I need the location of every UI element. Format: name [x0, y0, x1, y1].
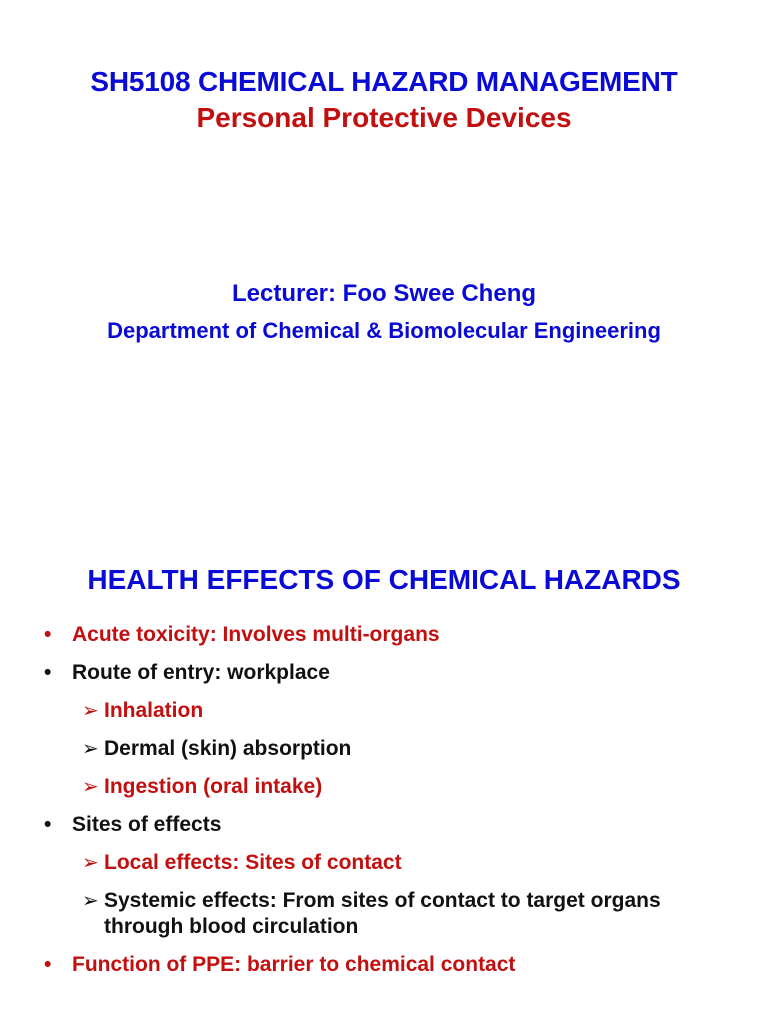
sub-list-item-text: Systemic effects: From sites of contact to target organs through blood circulation	[104, 889, 661, 938]
bullet-marker: •	[44, 623, 52, 646]
list-item-text: Route of entry: workplace	[72, 661, 330, 684]
arrow-marker-icon: ➢	[82, 776, 99, 798]
sub-list-item-text: Dermal (skin) absorption	[104, 737, 352, 760]
sub-list-item	[0, 736, 768, 762]
sub-list-item	[0, 774, 768, 800]
list-item	[0, 660, 768, 686]
list-item	[0, 952, 768, 978]
sub-list-item	[0, 698, 768, 724]
title-block	[0, 64, 768, 136]
department-name: Department of Chemical & Biomolecular Engineering	[107, 318, 661, 343]
sub-list-item	[0, 888, 768, 940]
bullet-marker: •	[44, 813, 52, 836]
arrow-marker-icon: ➢	[82, 852, 99, 874]
list-item-text: Acute toxicity: Involves multi-organs	[72, 623, 440, 646]
sub-list-item-text: Local effects: Sites of contact	[104, 851, 402, 874]
arrow-marker-icon: ➢	[82, 890, 99, 912]
sub-list-item-text: Inhalation	[104, 699, 204, 722]
lecturer-block	[0, 278, 768, 346]
slide-subtitle: Personal Protective Devices	[196, 102, 572, 133]
list-item-text: Sites of effects	[72, 813, 222, 836]
list-item-text: Function of PPE: barrier to chemical contact	[72, 953, 516, 976]
bullet-list	[0, 622, 768, 990]
list-item	[0, 812, 768, 838]
arrow-marker-icon: ➢	[82, 738, 99, 760]
arrow-marker-icon: ➢	[82, 700, 99, 722]
lecturer-name: Lecturer: Foo Swee Cheng	[231, 280, 537, 307]
bullet-marker: •	[44, 953, 52, 976]
bullet-marker: •	[44, 661, 52, 684]
course-title: SH5108 CHEMICAL HAZARD MANAGEMENT	[90, 66, 678, 97]
section-heading: HEALTH EFFECTS OF CHEMICAL HAZARDS	[87, 564, 681, 595]
sub-list-item	[0, 850, 768, 876]
sub-list-item-text: Ingestion (oral intake)	[104, 775, 323, 798]
list-item	[0, 622, 768, 648]
